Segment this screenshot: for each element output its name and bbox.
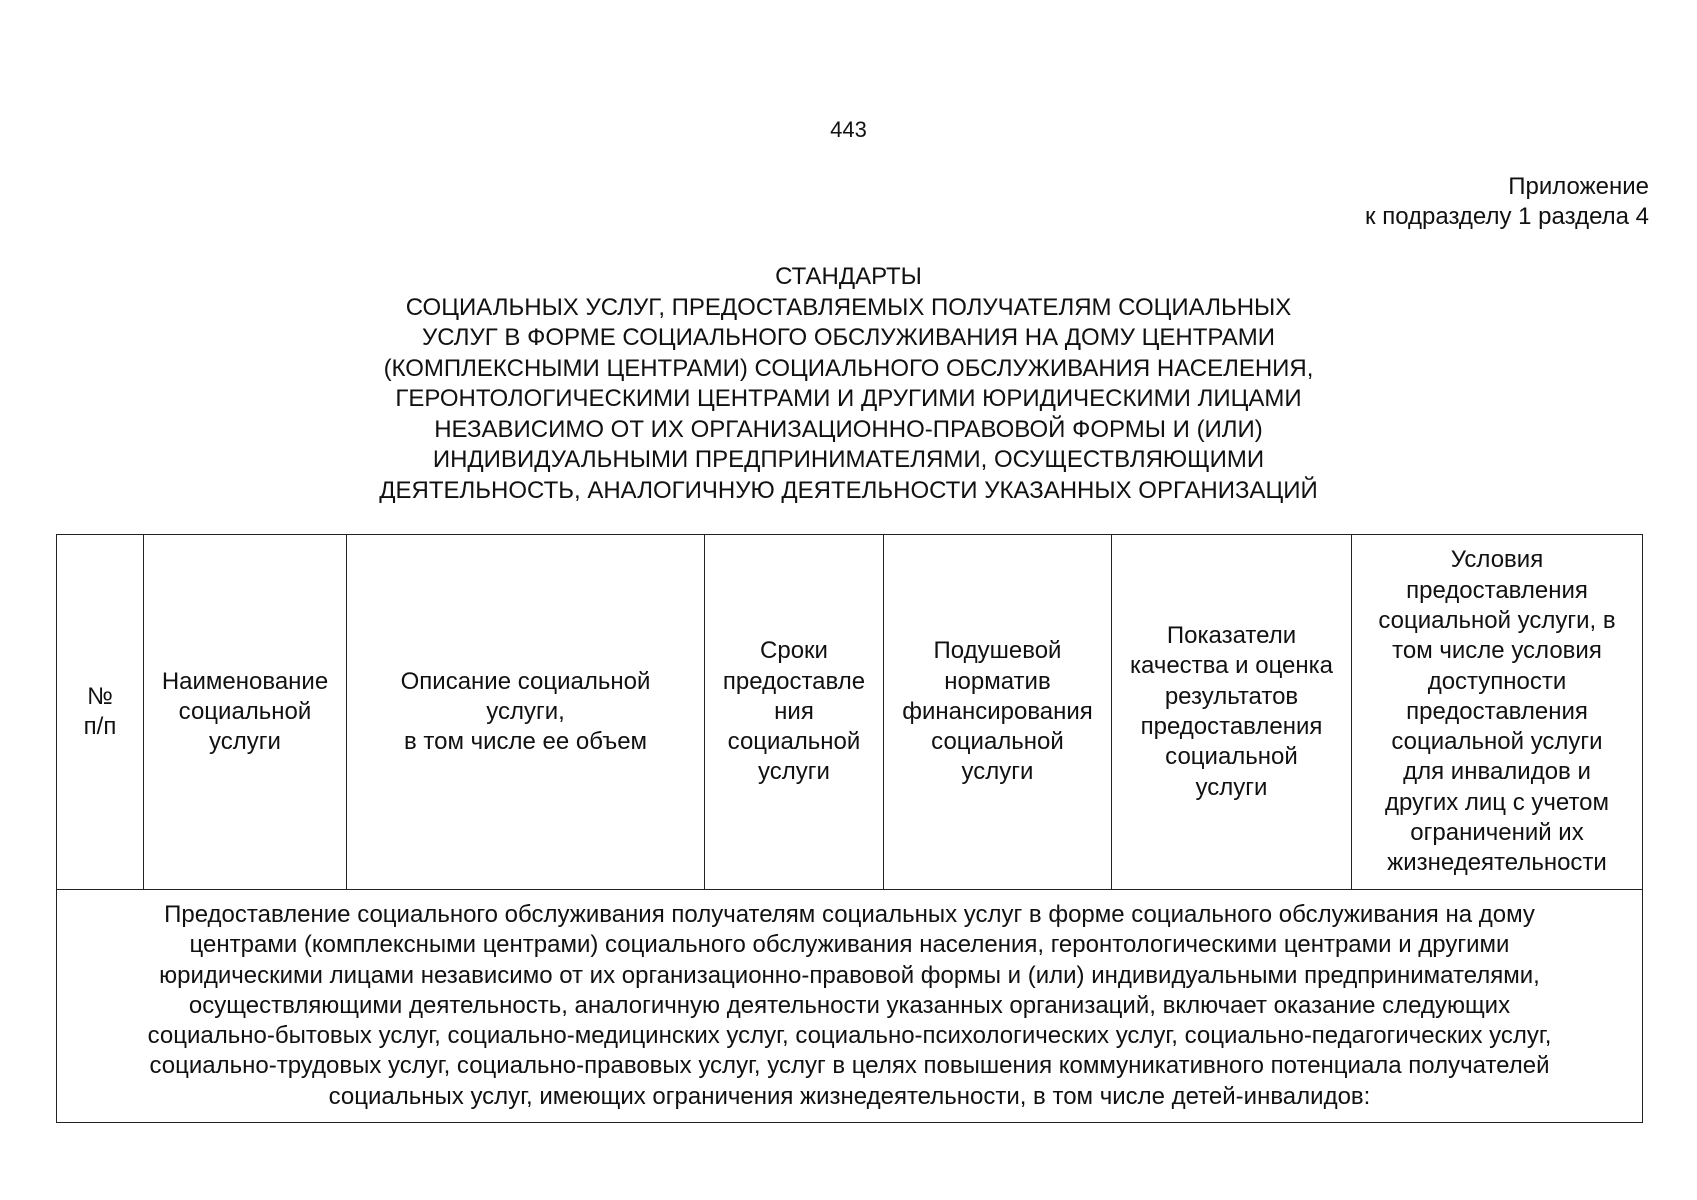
- title-line: НЕЗАВИСИМО ОТ ИХ ОРГАНИЗАЦИОННО-ПРАВОВОЙ ФОРМЫ И (ИЛИ): [434, 415, 1263, 443]
- table-header-row: [57, 535, 1643, 890]
- header-line: предоставления: [1140, 713, 1323, 740]
- intro-line: осуществляющими деятельность, аналогичную деятельности указанных организаций, включает оказание следующих: [188, 991, 1511, 1019]
- header-line: социальной: [727, 728, 861, 756]
- header-line: финансирования: [902, 697, 1093, 725]
- header-line: других лиц с учетом: [1384, 788, 1610, 816]
- header-line: п/п: [83, 713, 117, 740]
- intro-line: социально-трудовых услуг, социально-правовых услуг, услуг в целях повышения коммуникативного потенциала получателей: [149, 1052, 1550, 1080]
- header-service-terms: [705, 535, 884, 890]
- header-line: услуги: [1195, 773, 1268, 801]
- header-line: социальной: [178, 697, 312, 725]
- header-line: Наименование: [161, 667, 329, 695]
- header-line: Условия: [1450, 546, 1544, 574]
- intro-line: юридическими лицами независимо от их организационно-правовой формы и (или) индивидуальными предпринимателями,: [159, 961, 1540, 989]
- header-line: №: [87, 682, 113, 710]
- title-line: ИНДИВИДУАЛЬНЫМИ ПРЕДПРИНИМАТЕЛЯМИ, ОСУЩЕСТВЛЯЮЩИМИ: [432, 446, 1265, 473]
- standards-table: [56, 534, 1643, 1123]
- header-line: в том числе ее объем: [403, 728, 648, 756]
- intro-line: социально-бытовых услуг, социально-медицинских услуг, социально-психологических услуг, социально-педагогических услуг,: [147, 1022, 1552, 1050]
- header-line: том числе условия: [1392, 637, 1602, 665]
- header-line: Описание социальной: [400, 667, 651, 695]
- header-line: социальной: [931, 728, 1064, 756]
- header-line: жизнедеятельности: [1387, 849, 1607, 877]
- header-line: результатов: [1164, 682, 1299, 710]
- header-line: социальной: [1165, 743, 1298, 771]
- title-line: СТАНДАРТЫ: [775, 263, 922, 290]
- header-line: для инвалидов и: [1403, 758, 1591, 786]
- header-line: Сроки: [760, 637, 828, 665]
- title-line: ГЕРОНТОЛОГИЧЕСКИМИ ЦЕНТРАМИ И ДРУГИМИ ЮРИДИЧЕСКИМИ ЛИЦАМИ: [395, 385, 1302, 412]
- header-line: услуги: [209, 728, 281, 756]
- header-line: норматив: [944, 667, 1051, 695]
- document-title: [0, 262, 1697, 506]
- header-quality-indicators: [1112, 535, 1352, 890]
- header-service-description: [347, 535, 705, 890]
- header-line: ния: [774, 697, 814, 725]
- title-line: ДЕЯТЕЛЬНОСТЬ, АНАЛОГИЧНУЮ ДЕЯТЕЛЬНОСТИ УКАЗАННЫХ ОРГАНИЗАЦИЙ: [379, 476, 1318, 504]
- table-row: [57, 890, 1643, 1123]
- header-line: услуги,: [486, 697, 565, 725]
- header-line: предоставле: [722, 667, 866, 695]
- appendix-line: Приложение: [1508, 173, 1649, 200]
- header-per-capita-norm: [884, 535, 1112, 890]
- intro-cell: [57, 890, 1643, 1123]
- header-line: социальной услуги, в: [1378, 606, 1616, 634]
- appendix-reference: [1365, 172, 1649, 232]
- header-service-name: [144, 535, 347, 890]
- title-line: СОЦИАЛЬНЫХ УСЛУГ, ПРЕДОСТАВЛЯЕМЫХ ПОЛУЧАТЕЛЯМ СОЦИАЛЬНЫХ: [405, 293, 1292, 321]
- header-line: предоставления: [1406, 697, 1588, 725]
- appendix-line: к подразделу 1 раздела 4: [1365, 203, 1649, 230]
- title-line: УСЛУГ В ФОРМЕ СОЦИАЛЬНОГО ОБСЛУЖИВАНИЯ НА ДОМУ ЦЕНТРАМИ: [421, 324, 1276, 351]
- header-line: предоставления: [1406, 576, 1588, 604]
- header-service-conditions: [1352, 535, 1643, 890]
- intro-line: Предоставление социального обслуживания получателям социальных услуг в форме социального обслуживания на дому: [164, 900, 1535, 928]
- page-number: 443: [830, 117, 867, 142]
- header-line: услуги: [961, 758, 1034, 786]
- header-line: социальной услуги: [1391, 728, 1603, 756]
- header-number: [57, 535, 144, 890]
- intro-line: центрами (комплексными центрами) социального обслуживания населения, геронтологическими центрами и другими: [189, 931, 1510, 959]
- header-line: качества и оценка: [1129, 652, 1334, 680]
- header-line: доступности: [1427, 667, 1567, 695]
- header-line: ограничений их: [1410, 819, 1584, 847]
- header-line: Подушевой: [933, 637, 1062, 665]
- intro-line: социальных услуг, имеющих ограничения жизнедеятельности, в том числе детей-инвалидов:: [328, 1082, 1371, 1110]
- title-line: (КОМПЛЕКСНЫМИ ЦЕНТРАМИ) СОЦИАЛЬНОГО ОБСЛУЖИВАНИЯ НАСЕЛЕНИЯ,: [383, 354, 1314, 382]
- header-line: услуги: [758, 758, 830, 786]
- header-line: Показатели: [1166, 622, 1297, 650]
